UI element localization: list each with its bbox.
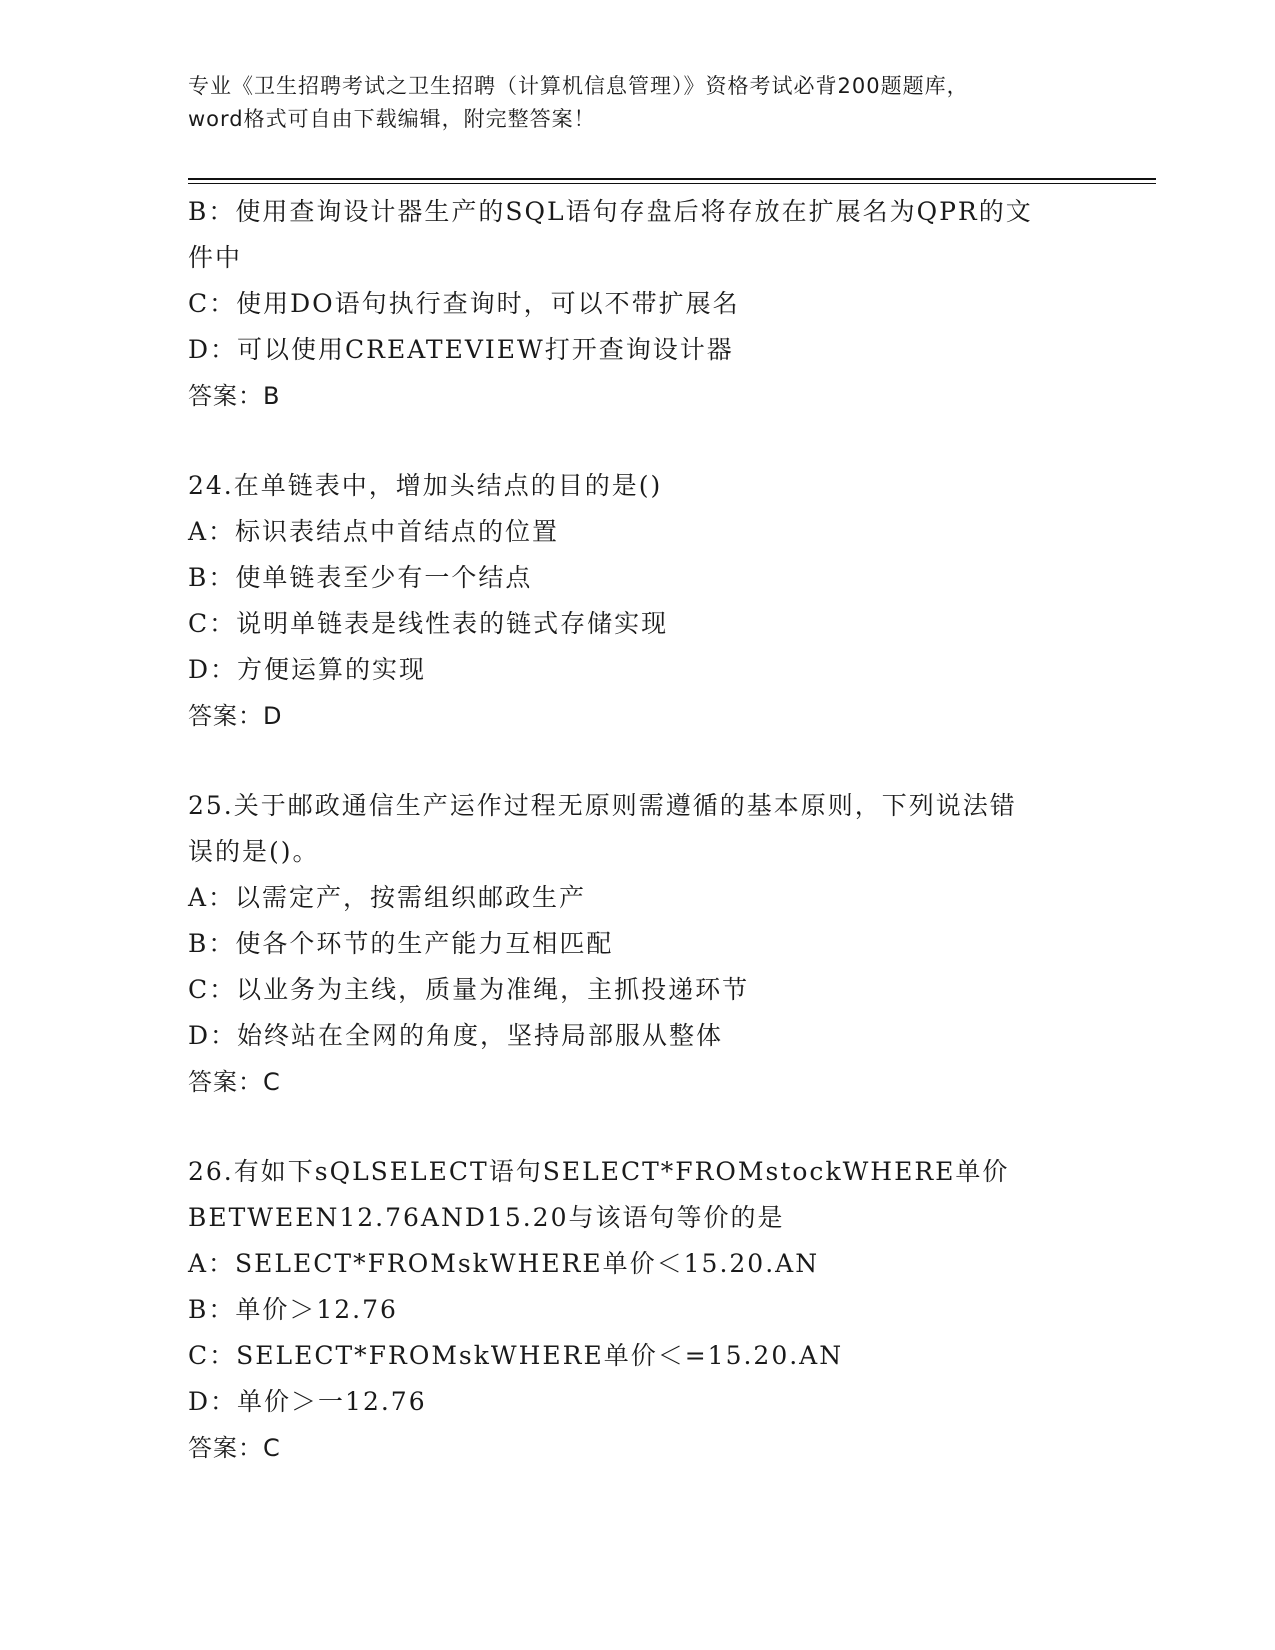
option-a: A：SELECT*FROMskWHERE单价＜15.20.AN — [188, 1249, 820, 1278]
header-line-1: 专业《卫生招聘考试之卫生招聘（计算机信息管理）》资格考试必背200题题库， — [188, 74, 969, 98]
question-26-block — [188, 1149, 1108, 1471]
document-header — [188, 70, 1088, 136]
option-b-line-2: 件中 — [188, 243, 243, 272]
question-26-text-line-2: BETWEEN12.76AND15.20与该语句等价的是 — [188, 1203, 785, 1232]
option-d: D：单价＞一12.76 — [188, 1387, 427, 1416]
question-25-block — [188, 783, 1108, 1105]
option-a: A：标识表结点中首结点的位置 — [188, 517, 560, 546]
spacer — [188, 419, 1108, 463]
answer-23: 答案：B — [188, 382, 281, 410]
question-23-block — [188, 189, 1108, 419]
option-b: B：单价＞12.76 — [188, 1295, 398, 1324]
header-divider-thick — [188, 178, 1156, 180]
answer-25: 答案：C — [188, 1068, 281, 1096]
option-a: A：以需定产，按需组织邮政生产 — [188, 883, 587, 912]
option-c: C：SELECT*FROMskWHERE单价＜=15.20.AN — [188, 1341, 844, 1370]
option-b: B：使各个环节的生产能力互相匹配 — [188, 929, 614, 958]
spacer — [188, 1105, 1108, 1149]
answer-26: 答案：C — [188, 1434, 281, 1462]
spacer — [188, 739, 1108, 783]
option-d: D：方便运算的实现 — [188, 655, 427, 684]
header-divider-thin — [188, 183, 1156, 184]
question-24-block — [188, 463, 1108, 739]
option-c: C：说明单链表是线性表的链式存储实现 — [188, 609, 669, 638]
answer-24: 答案：D — [188, 702, 283, 730]
question-24-text: 24.在单链表中，增加头结点的目的是() — [188, 471, 663, 500]
option-b: B：使单链表至少有一个结点 — [188, 563, 533, 592]
option-d: D：可以使用CREATEVIEW打开查询设计器 — [188, 335, 734, 364]
question-list — [188, 189, 1108, 1471]
question-25-text-line-1: 25.关于邮政通信生产运作过程无原则需遵循的基本原则，下列说法错 — [188, 791, 1017, 820]
option-c: C：以业务为主线，质量为准绳，主抓投递环节 — [188, 975, 750, 1004]
header-line-2: word格式可自由下载编辑，附完整答案！ — [188, 107, 596, 131]
question-25-text-line-2: 误的是()。 — [188, 837, 320, 866]
option-d: D：始终站在全网的角度，坚持局部服从整体 — [188, 1021, 724, 1050]
option-c: C：使用DO语句执行查询时，可以不带扩展名 — [188, 289, 740, 318]
question-26-text-line-1: 26.有如下sQLSELECT语句SELECT*FROMstockWHERE单价 — [188, 1157, 1010, 1186]
option-b-line-1: B：使用查询设计器生产的SQL语句存盘后将存放在扩展名为QPR的文 — [188, 197, 1033, 226]
